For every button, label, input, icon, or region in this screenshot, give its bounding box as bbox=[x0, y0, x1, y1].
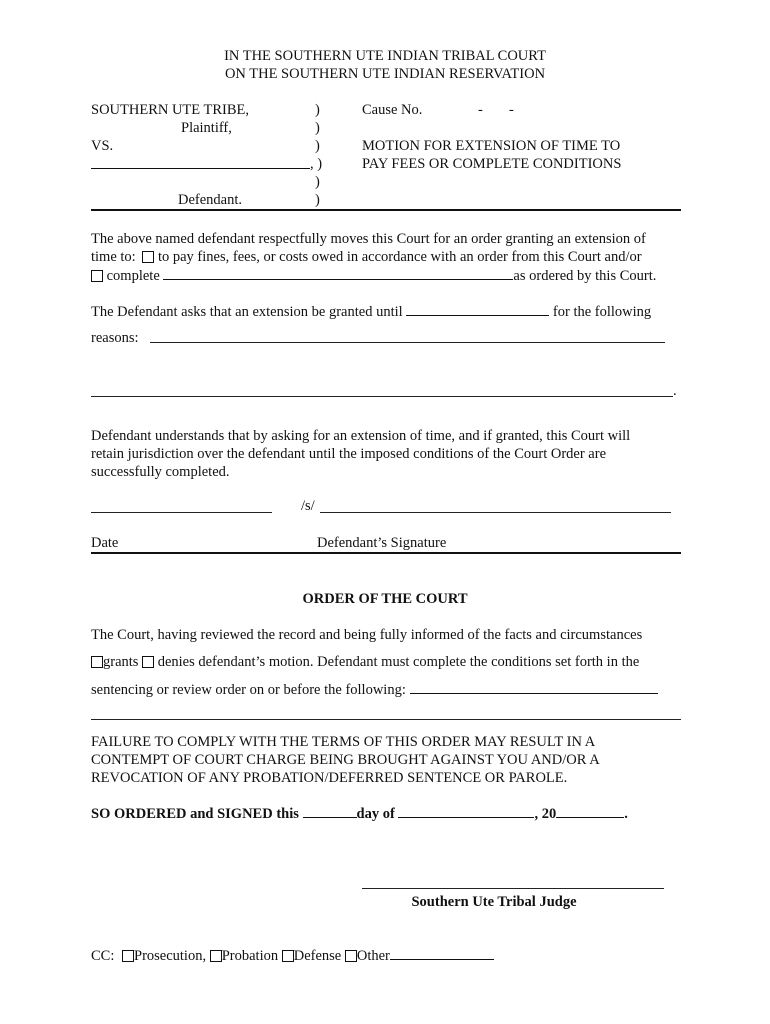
so-ordered-line bbox=[91, 804, 628, 823]
caption-paren: ) bbox=[315, 174, 320, 190]
caption-paren: , ) bbox=[310, 156, 323, 172]
motion-title-line2: PAY FEES OR COMPLETE CONDITIONS bbox=[362, 156, 622, 172]
extension-line bbox=[91, 302, 651, 321]
conditions-field[interactable] bbox=[163, 266, 513, 280]
judge-label: Southern Ute Tribal Judge bbox=[411, 894, 577, 910]
denies-checkbox[interactable] bbox=[142, 656, 154, 668]
cause-number-dash: - bbox=[478, 102, 483, 118]
reasons-period: . bbox=[673, 383, 677, 399]
warning-line1: FAILURE TO COMPLY WITH THE TERMS OF THIS ORDER MAY RESULT IN A bbox=[91, 734, 596, 750]
cause-number-dash: - bbox=[509, 102, 514, 118]
motion-text-line3 bbox=[91, 266, 656, 285]
denies-label: denies defendant’s motion. Defendant must complete the conditions set forth in the bbox=[157, 654, 640, 670]
extension-text-pre: The Defendant asks that an extension be granted until bbox=[91, 304, 403, 320]
reasons-field-line2[interactable] bbox=[91, 396, 673, 397]
other-checkbox[interactable] bbox=[345, 950, 357, 962]
defense-label: Defense bbox=[293, 948, 342, 964]
grants-label: grants bbox=[103, 654, 139, 670]
court-name: IN THE SOUTHERN UTE INDIAN TRIBAL COURT bbox=[224, 48, 546, 64]
motion-text-line1: The above named defendant respectfully moves this Court for an order granting an extension of bbox=[91, 231, 646, 247]
plaintiff-label: Plaintiff, bbox=[181, 120, 232, 136]
date-field[interactable] bbox=[91, 512, 272, 513]
order-line2 bbox=[91, 653, 639, 671]
motion-text-line2 bbox=[91, 248, 642, 266]
plaintiff-party: SOUTHERN UTE TRIBE, bbox=[91, 102, 250, 118]
understand-line1: Defendant understands that by asking for an extension of time, and if granted, this Court will bbox=[91, 428, 631, 444]
motion-text-line2-pre: time to: bbox=[91, 249, 136, 265]
motion-text-line2-post: to pay fines, fees, or costs owed in accordance with an order from this Court and/or bbox=[157, 249, 642, 265]
vs-label: VS. bbox=[91, 138, 114, 154]
probation-label: Probation bbox=[221, 948, 279, 964]
order-title: ORDER OF THE COURT bbox=[302, 591, 468, 607]
extension-text-post: for the following bbox=[552, 304, 652, 320]
caption-paren: ) bbox=[315, 120, 320, 136]
signature-label: Defendant’s Signature bbox=[317, 535, 447, 551]
extension-date-field[interactable] bbox=[406, 302, 549, 316]
order-conditions-field-line2[interactable] bbox=[91, 719, 681, 720]
understand-line2: retain jurisdiction over the defendant until the imposed conditions of the Court Order are bbox=[91, 446, 607, 462]
year-prefix: , 20 bbox=[534, 806, 557, 822]
order-line1: The Court, having reviewed the record and being fully informed of the facts and circumstances bbox=[91, 627, 643, 643]
day-of-label: day of bbox=[356, 806, 395, 822]
date-label: Date bbox=[91, 535, 119, 551]
month-field[interactable] bbox=[398, 804, 534, 818]
probation-checkbox[interactable] bbox=[210, 950, 222, 962]
order-period: . bbox=[624, 806, 628, 822]
complete-conditions-checkbox[interactable] bbox=[91, 270, 103, 282]
motion-text-line3-pre: complete bbox=[106, 268, 160, 284]
reasons-label: reasons: bbox=[91, 330, 139, 346]
cc-line bbox=[91, 946, 494, 965]
other-field[interactable] bbox=[390, 946, 494, 960]
prosecution-checkbox[interactable] bbox=[122, 950, 134, 962]
cc-label: CC: bbox=[91, 948, 115, 964]
caption-divider bbox=[91, 209, 681, 211]
motion-text-line3-post: as ordered by this Court. bbox=[513, 268, 657, 284]
caption-paren: ) bbox=[315, 192, 320, 208]
order-line3-text: sentencing or review order on or before the following: bbox=[91, 682, 406, 698]
warning-line3: REVOCATION OF ANY PROBATION/DEFERRED SENTENCE OR PAROLE. bbox=[91, 770, 568, 786]
motion-title-line1: MOTION FOR EXTENSION OF TIME TO bbox=[362, 138, 621, 154]
day-field[interactable] bbox=[303, 804, 357, 818]
caption-paren: ) bbox=[315, 102, 320, 118]
grants-checkbox[interactable] bbox=[91, 656, 103, 668]
order-line3 bbox=[91, 680, 658, 699]
defendant-name-field[interactable] bbox=[91, 155, 310, 174]
defendant-signature-field[interactable] bbox=[320, 512, 671, 513]
reservation-name: ON THE SOUTHERN UTE INDIAN RESERVATION bbox=[224, 66, 546, 82]
defendant-label: Defendant. bbox=[178, 192, 243, 208]
order-conditions-field[interactable] bbox=[410, 680, 658, 694]
judge-signature-field[interactable] bbox=[362, 888, 664, 889]
reasons-field-line1[interactable] bbox=[150, 342, 665, 343]
motion-divider bbox=[91, 552, 681, 554]
other-label: Other bbox=[356, 948, 390, 964]
warning-line2: CONTEMPT OF COURT CHARGE BEING BROUGHT AGAINST YOU AND/OR A bbox=[91, 752, 600, 768]
year-field[interactable] bbox=[556, 804, 624, 818]
caption-paren: ) bbox=[315, 138, 320, 154]
signature-prefix: /s/ bbox=[301, 498, 315, 514]
pay-fees-checkbox[interactable] bbox=[142, 251, 154, 263]
defense-checkbox[interactable] bbox=[282, 950, 294, 962]
prosecution-label: Prosecution, bbox=[134, 948, 207, 964]
cause-number-label: Cause No. bbox=[362, 102, 423, 118]
so-ordered-label: SO ORDERED and SIGNED this bbox=[91, 806, 299, 822]
understand-line3: successfully completed. bbox=[91, 464, 230, 480]
